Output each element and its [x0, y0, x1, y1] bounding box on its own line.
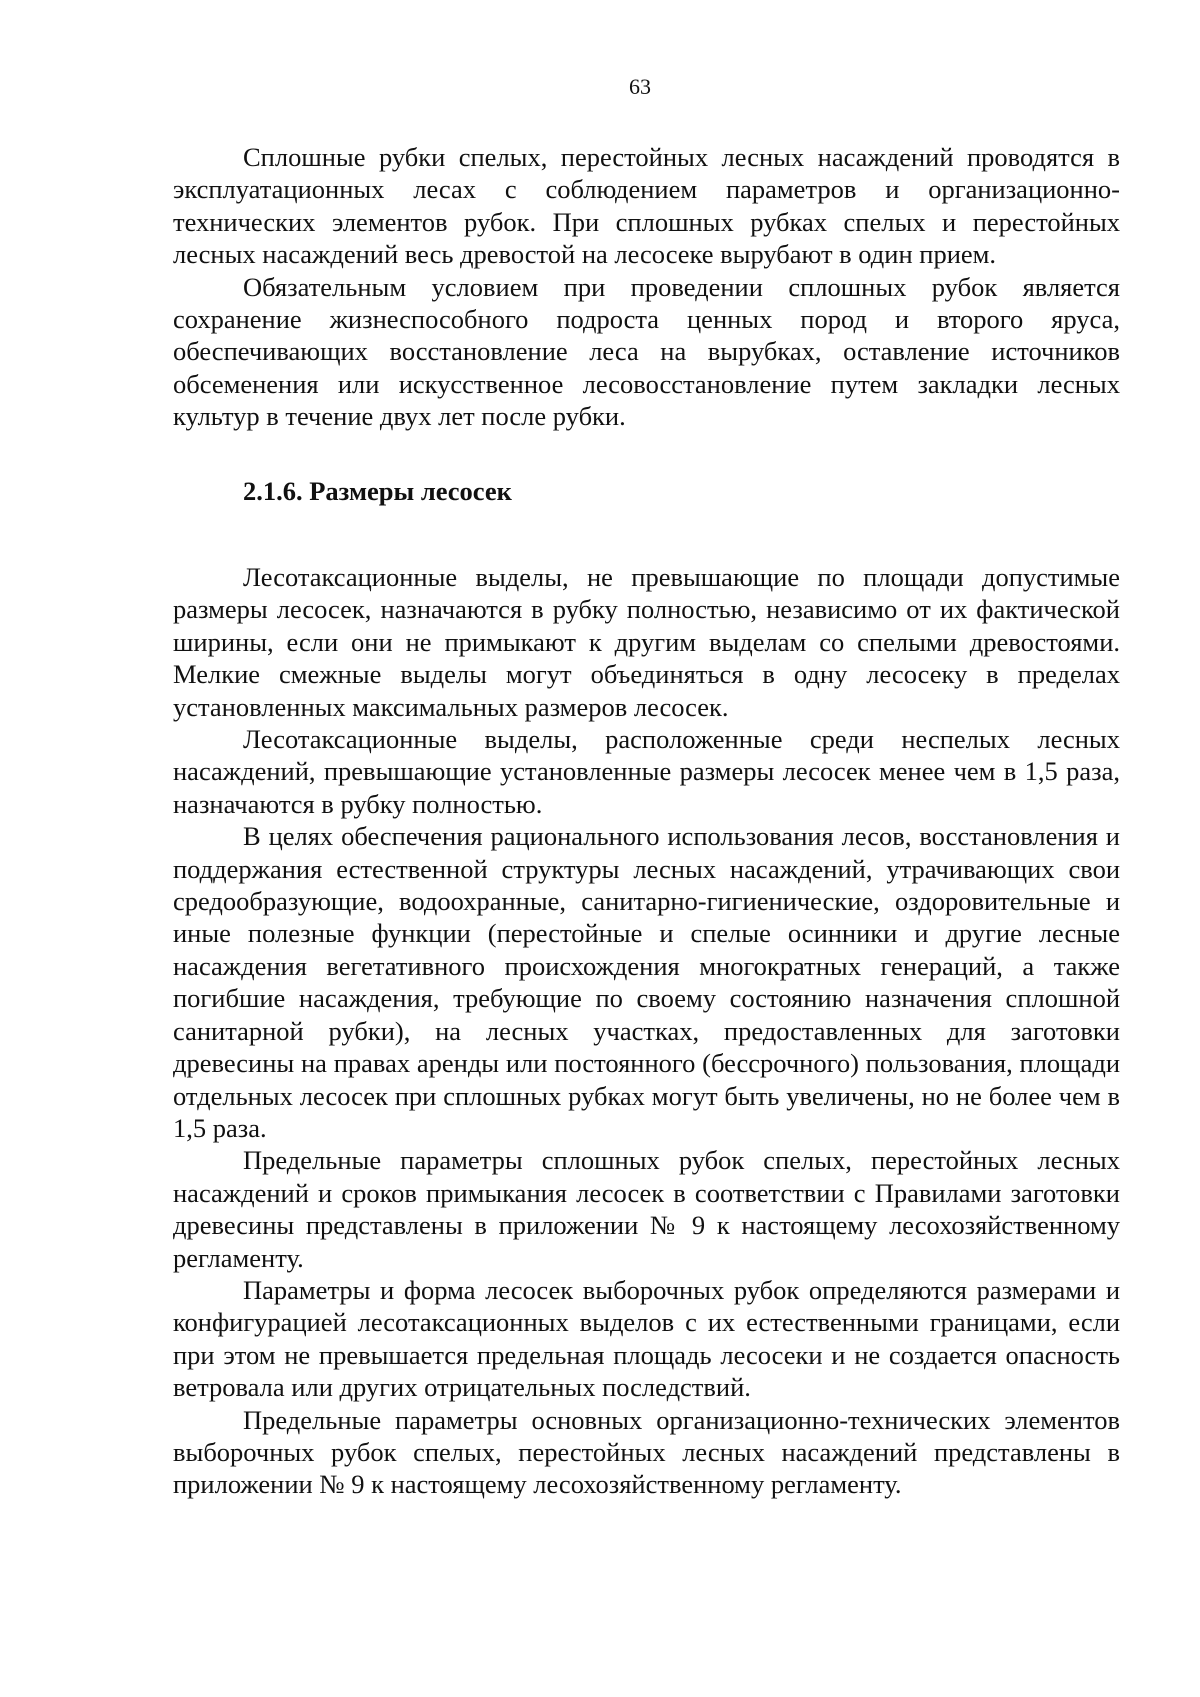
section-heading: 2.1.6. Размеры лесосек	[243, 476, 512, 506]
intro-text	[173, 141, 1120, 433]
paragraph: Предельные параметры сплошных рубок спелых, перестойных лесных насаждений и сроков примыкания лесосек в соответствии с Правилами заготовки древесины представлены в приложении № 9 к настоящему лесохозяйственному регламенту.	[173, 1145, 1120, 1273]
paragraph: Параметры и форма лесосек выборочных рубок определяются размерами и конфигурацией лесотаксационных выделов с их естественными границами, если при этом не превышается предельная площадь лесосеки и не создается опасность ветровала или других отрицательных последствий.	[173, 1274, 1120, 1403]
paragraph: Лесотаксационные выделы, расположенные среди неспелых лесных насаждений, превышающие установленные размеры лесосек менее чем в 1,5 раза, назначаются в рубку полностью.	[173, 724, 1120, 819]
paragraph: Обязательным условием при проведении сплошных рубок является сохранение жизнеспособного подроста ценных пород и второго яруса, обеспечивающих восстановление леса на вырубках, оставление источников обсеменения или искусственное лесовосстановление путем закладки лесных культур в течение двух лет после рубки.	[173, 271, 1120, 432]
paragraph: В целях обеспечения рационального использования лесов, восстановления и поддержания естественной структуры лесных насаждений, утрачивающих свои средообразующие, водоохранные, санитарно-гигиенические, оздоровительные и иные полезные функции (перестойные и спелые осинники и другие лесные насаждения вегетативного происхождения многократных генераций, а также погибшие насаждения, требующие по своему состоянию назначения сплошной санитарной рубки), на лесных участках, предоставленных для заготовки древесины на правах аренды или постоянного (бессрочного) пользования, площади отдельных лесосек при сплошных рубках могут быть увеличены, но не более чем в 1,5 раза.	[173, 821, 1120, 1143]
section-body	[173, 561, 1120, 1501]
paragraph: Предельные параметры основных организационно-технических элементов выборочных рубок спелых, перестойных лесных насаждений представлены в приложении № 9 к настоящему лесохозяйственному регламенту.	[173, 1404, 1120, 1500]
page-number: 63	[629, 74, 651, 99]
paragraph: Сплошные рубки спелых, перестойных лесных насаждений проводятся в эксплуатационных лесах с соблюдением параметров и организационно-технических элементов рубок. При сплошных рубках спелых и перестойных лесных насаждений весь древостой на лесосеке вырубают в один прием.	[173, 142, 1120, 270]
paragraph: Лесотаксационные выделы, не превышающие по площади допустимые размеры лесосек, назначаются в рубку полностью, независимо от их фактической ширины, если они не примыкают к другим выделам со спелыми древостоями. Мелкие смежные выделы могут объединяться в одну лесосеку в пределах установленных максимальных размеров лесосек.	[173, 562, 1120, 722]
